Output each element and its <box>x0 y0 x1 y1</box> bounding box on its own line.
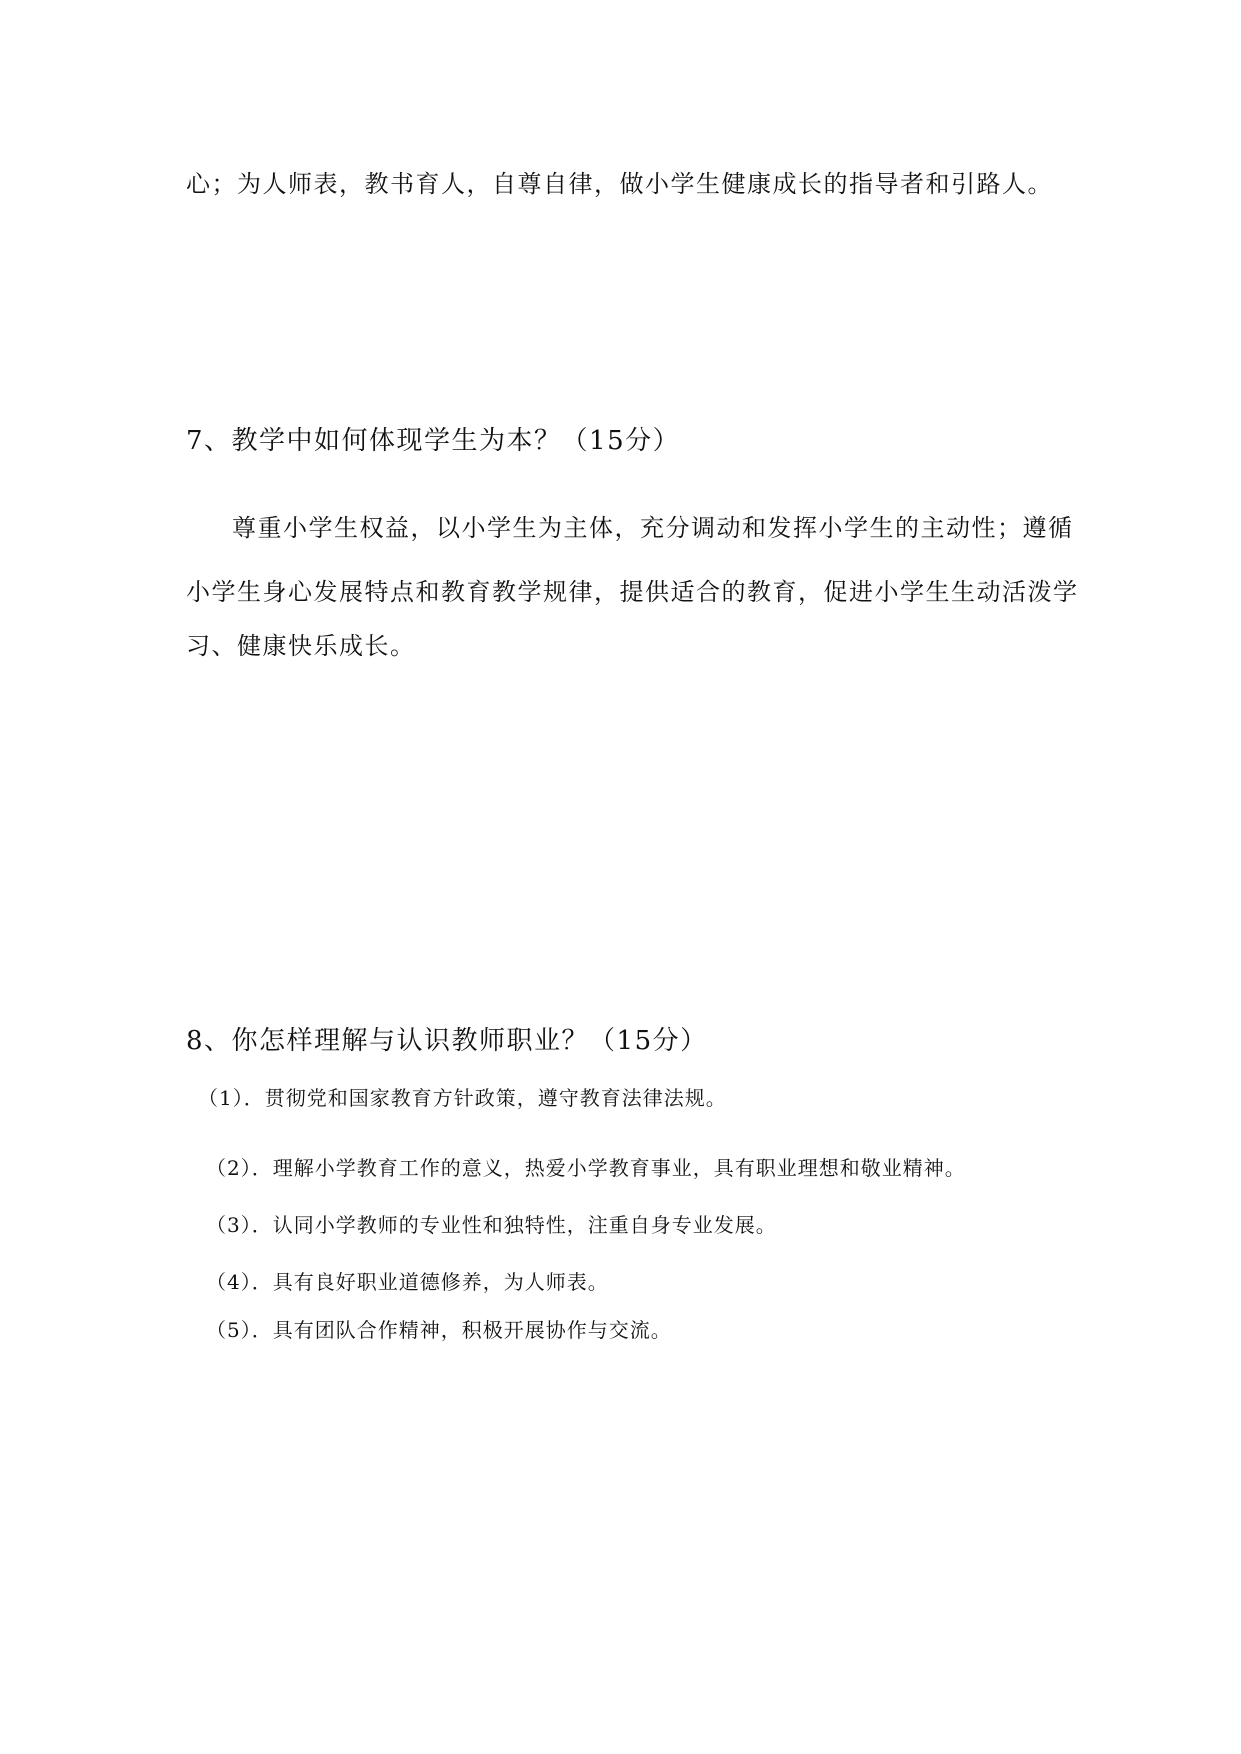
question-8-heading: 8、你怎样理解与认识教师职业？（15分） <box>186 1026 708 1056</box>
question-8-item: （4）．具有良好职业道德修养，为人师表。 <box>206 1270 609 1294</box>
question-7-answer-line: 小学生身心发展特点和教育教学规律，提供适合的教育，促进小学生生动活泼学 <box>186 578 1079 606</box>
question-8-item: （5）．具有团队合作精神，积极开展协作与交流。 <box>206 1318 672 1342</box>
question-7-heading: 7、教学中如何体现学生为本？（15分） <box>186 426 681 456</box>
question-8-item: （2）．理解小学教育工作的意义，热爱小学教育事业，具有职业理想和敬业精神。 <box>206 1156 966 1180</box>
question-8-item: （1）．贯彻党和国家教育方针政策，遵守教育法律法规。 <box>198 1086 727 1110</box>
continuation-text: 心；为人师表，教书育人，自尊自律，做小学生健康成长的指导者和引路人。 <box>186 170 1053 198</box>
question-7-answer-line: 习、健康快乐成长。 <box>186 632 416 660</box>
question-7-answer-line: 尊重小学生权益，以小学生为主体，充分调动和发挥小学生的主动性；遵循 <box>232 514 1074 542</box>
question-8-item: （3）．认同小学教师的专业性和独特性，注重自身专业发展。 <box>206 1213 777 1237</box>
